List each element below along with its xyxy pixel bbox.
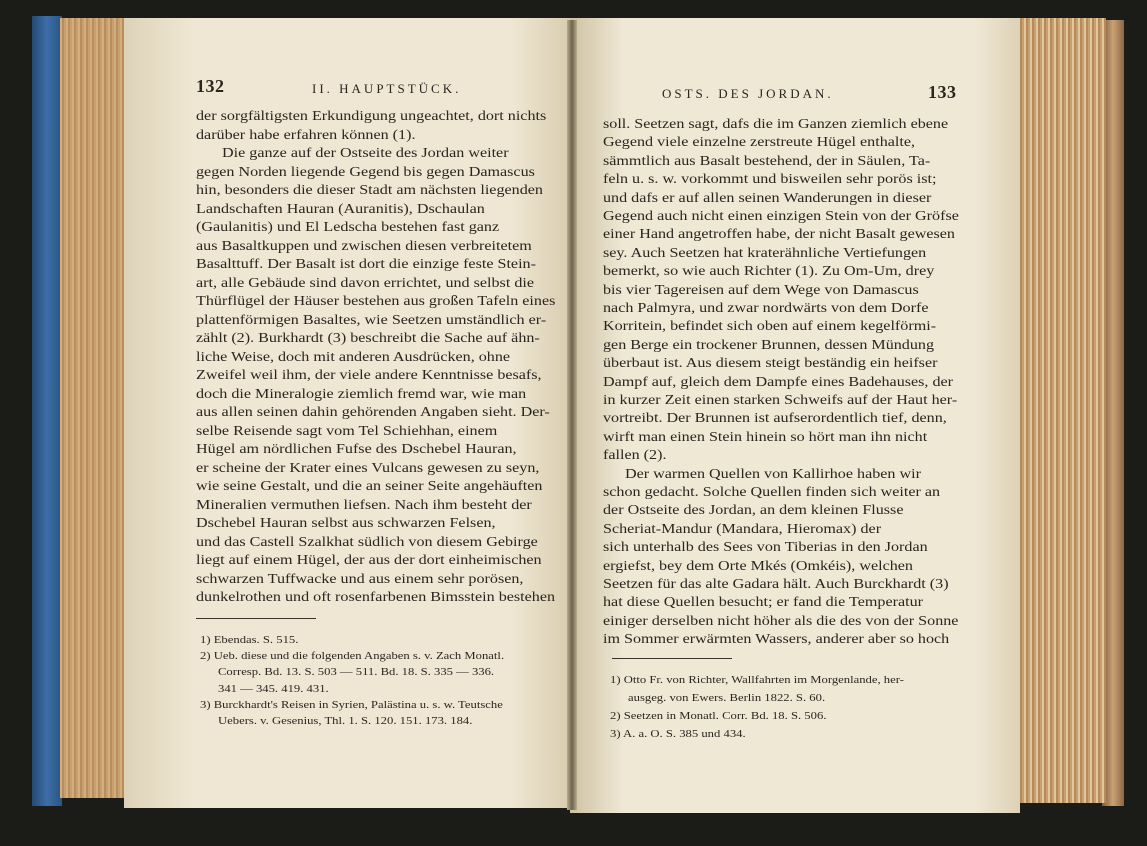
book-cover-left: [32, 16, 62, 806]
text-line: schwarzen Tuffwacke und aus einem sehr porösen,: [196, 571, 524, 587]
page-number: 133: [928, 82, 957, 102]
text-line: Dschebel Hauran selbst aus schwarzen Felsen,: [196, 516, 496, 531]
page-edges-right: [1010, 18, 1106, 803]
text-line: Thürflügel der Häuser bestehen aus großen Tafeln eines: [196, 294, 556, 309]
text-line: Gegend auch nicht einen einzigen Stein von der Gröfse: [603, 209, 959, 224]
text-line: aus Basaltkuppen und zwischen diesen verbreitetem: [196, 238, 532, 254]
text-line: gen Berge ein trockener Brunnen, dessen Mündung: [603, 337, 935, 353]
text-line: Basalttuff. Der Basalt ist dort die einzige feste Stein-: [196, 257, 536, 272]
text-line: Hügel am nördlichen Fufse des Dschebel Hauran,: [196, 442, 517, 457]
text-line: Scheriat-Mandur (Mandara, Hieromax) der: [603, 521, 882, 537]
text-line: liegt auf einem Hügel, der aus der dort einheimischen: [196, 553, 542, 568]
text-line: schon gedacht. Solche Quellen finden sich weiter an: [603, 485, 941, 500]
text-line: sämmtlich aus Basalt bestehend, der in Säulen, Ta-: [603, 153, 931, 169]
text-line: hat diese Quellen besucht; er fand die Temperatur: [603, 595, 924, 611]
text-line: wie seine Gestalt, und die an seiner Seite angehäuften: [196, 479, 543, 494]
running-head: OSTS. DES JORDAN.: [662, 86, 834, 101]
text-line: bemerkt, so wie auch Richter (1). Zu Om-Um, drey: [603, 264, 935, 280]
footnote-line: ausgeg. von Ewers. Berlin 1822. S. 60.: [628, 692, 826, 704]
text-line: ergiefst, bey dem Orte Mkés (Omkéis), welchen: [603, 558, 913, 574]
text-line: Mineralien vermuthen liefsen. Nach ihm besteht der: [196, 497, 532, 513]
footnote-line: 341 — 345. 419. 431.: [218, 682, 329, 695]
text-line: soll. Seetzen sagt, dafs die im Ganzen ziemlich ebene: [603, 117, 949, 132]
footnote-line: 2) Seetzen in Monatl. Corr. Bd. 18. S. 506.: [610, 710, 827, 722]
text-line: er scheine der Krater eines Vulcans gewesen zu seyn,: [196, 460, 540, 476]
text-line: art, alle Gebäude sind davon errichtet, und selbst die: [196, 275, 534, 291]
footnote-line: 2) Ueb. diese und die folgenden Angaben s. v. Zach Monatl.: [200, 650, 505, 663]
text-line: sich unterhalb des Sees von Tiberias in den Jordan: [603, 540, 928, 556]
text-line: dunkelrothen und oft rosenfarbenen Bimsstein bestehen: [196, 590, 556, 605]
text-line: (Gaulanitis) und El Ledscha bestehen fast ganz: [196, 220, 500, 235]
footnote-line: 3) A. a. O. S. 385 und 434.: [610, 728, 746, 740]
text-line: wirft man einen Stein hinein so hört man ihn nicht: [603, 429, 928, 445]
text-line: Gegend viele einzelne zerstreute Hügel enthalte,: [603, 135, 916, 151]
page-number: 132: [196, 76, 225, 96]
text-line: Die ganze auf der Ostseite des Jordan weiter: [222, 146, 509, 161]
text-line: Der warmen Quellen von Kallirhoe haben wir: [625, 466, 921, 482]
text-line: liche Weise, doch mit anderen Ausdrücken, ohne: [196, 349, 511, 365]
text-line: fallen (2).: [603, 448, 667, 464]
text-line: überbaut ist. Aus diesem steigt beständig ein heifser: [603, 356, 938, 372]
footnote-line: 3) Burckhardt's Reisen in Syrien, Palästina u. s. w. Teutsche: [200, 698, 503, 711]
text-line: aus allen seinen dahin gehörenden Angaben sieht. Der-: [196, 405, 550, 420]
footnote-line: Corresp. Bd. 13. S. 503 — 511. Bd. 18. S. 335 — 336.: [218, 666, 495, 679]
text-line: feln u. s. w. vorkommt und bisweilen sehr porös ist;: [603, 172, 937, 188]
left-page: [124, 18, 579, 808]
book-gutter: [567, 20, 577, 810]
text-line: einiger derselben nicht höher als die des von der Sonne: [603, 613, 959, 629]
text-line: und dafs er auf allen seinen Wanderungen in dieser: [603, 190, 932, 206]
text-line: einer Hand angetroffen habe, der nicht Basalt gewesen: [603, 227, 955, 243]
text-line: hin, besonders die dieser Stadt am nächsten liegenden: [196, 183, 543, 198]
footnote-line: 1) Ebendas. S. 515.: [200, 634, 299, 646]
footnote-rule: [612, 658, 732, 659]
text-line: plattenförmigen Basaltes, wie Seetzen umständlich er-: [196, 312, 547, 328]
text-line: Seetzen für das alte Gadara hält. Auch Burckhardt (3): [603, 577, 949, 592]
text-line: Dampf auf, gleich dem Dampfe eines Badehauses, der: [603, 374, 954, 390]
text-line: zählt (2). Burkhardt (3) beschreibt die Sache auf ähn-: [196, 331, 540, 346]
text-line: der Ostseite des Jordan, an dem kleinen Flusse: [603, 503, 904, 519]
open-book: [22, 8, 1127, 838]
text-line: Landschaften Hauran (Auranitis), Dschaulan: [196, 201, 485, 217]
footnote-rule: [196, 618, 316, 619]
footnote-line: Uebers. v. Gesenius, Thl. 1. S. 120. 151. 173. 184.: [218, 715, 473, 727]
text-line: Zweifel weil ihm, der viele andere Kenntnisse besafs,: [196, 368, 542, 383]
text-line: in kurzer Zeit einen starken Schweifs auf der Haut her-: [603, 393, 958, 408]
text-line: doch die Mineralogie ziemlich fremd war, wie man: [196, 386, 527, 402]
text-line: selbe Reisende sagt vom Tel Schiehhan, einem: [196, 423, 498, 439]
running-head: II. HAUPTSTÜCK.: [312, 81, 462, 96]
text-line: gegen Norden liegende Gegend bis gegen Damascus: [196, 164, 535, 180]
text-line: im Sommer erwärmten Wassers, anderer aber so hoch: [603, 632, 950, 648]
text-line: nach Palmyra, und zwar nordwärts von dem Dorfe: [603, 301, 929, 316]
text-line: sey. Auch Seetzen hat kraterähnliche Vertiefungen: [603, 245, 927, 261]
text-line: und das Castell Szalkhat südlich von diesem Gebirge: [196, 534, 538, 550]
footnote-line: 1) Otto Fr. von Richter, Wallfahrten im Morgenlande, her-: [610, 674, 904, 686]
right-page: [570, 18, 1020, 813]
text-line: der sorgfältigsten Erkundigung ungeachtet, dort nichts: [196, 109, 547, 124]
text-line: vortreibt. Der Brunnen ist aufserordentlich tief, denn,: [603, 411, 947, 427]
text-line: Korritein, befindet sich oben auf einem kegelförmi-: [603, 319, 937, 335]
text-line: darüber habe erfahren können (1).: [196, 127, 416, 143]
text-line: bis vier Tagereisen auf dem Wege von Damascus: [603, 282, 919, 298]
